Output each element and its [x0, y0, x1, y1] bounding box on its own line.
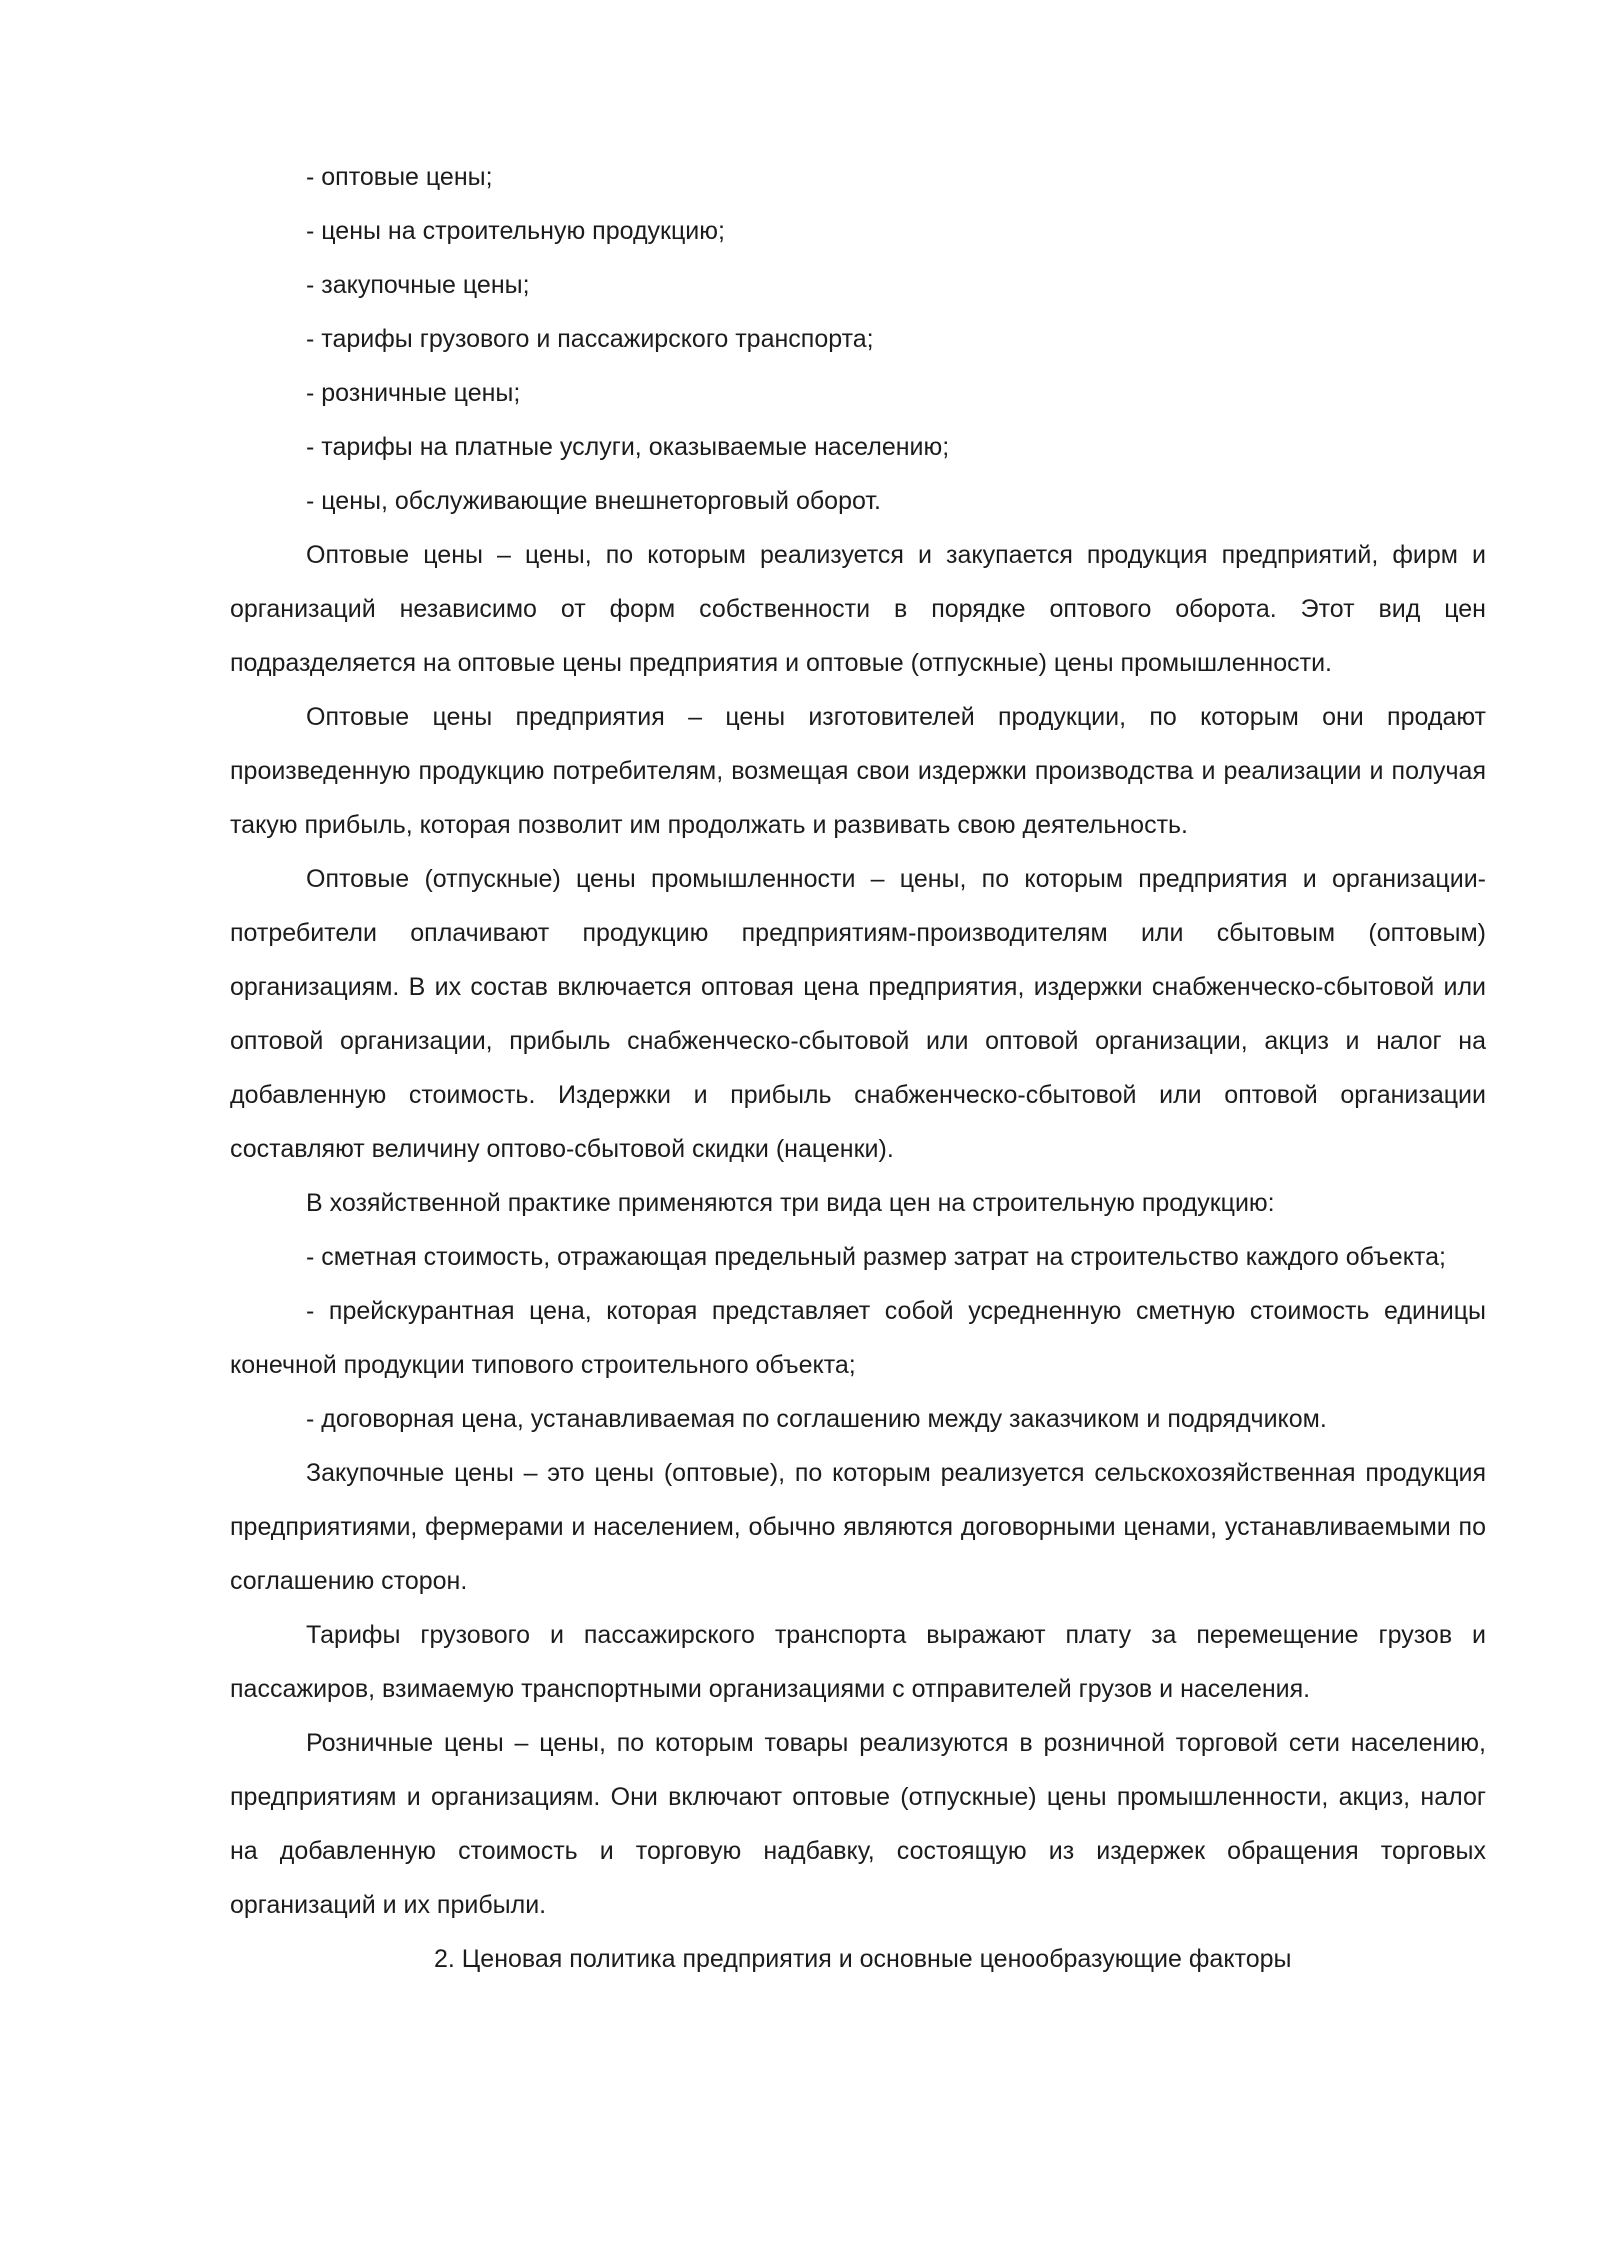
list-item: - тарифы грузового и пассажирского транспорта; — [306, 325, 874, 353]
paragraph-retail-prices: Розничные цены – цены, по которым товары реализуются в розничной торговой сети населению, предприятиям и организациям. Они включают оптовые (отпускные) цены промышленности, акциз, налог на добавленную стоимость и торговую надбавку, состоящую из издержек обращения торговых организаций и их прибыли. — [230, 1729, 1486, 1919]
paragraph-estimated-cost: - сметная стоимость, отражающая предельный размер затрат на строительство каждого объекта; — [306, 1243, 1446, 1271]
list-item: - цены, обслуживающие внешнеторговый оборот. — [306, 487, 881, 515]
paragraph-price-list-price: - прейскурантная цена, которая представляет собой усредненную сметную стоимость единицы конечной продукции типового строительного объекта; — [230, 1297, 1486, 1379]
paragraph-transport-tariffs: Тарифы грузового и пассажирского транспорта выражают плату за перемещение грузов и пассажиров, взимаемую транспортными организациями с отправителей грузов и населения. — [230, 1621, 1486, 1703]
paragraph-construction-intro: В хозяйственной практике применяются три вида цен на строительную продукцию: — [306, 1189, 1275, 1217]
list-item: - оптовые цены; — [306, 163, 493, 191]
paragraph-contract-price: - договорная цена, устанавливаемая по соглашению между заказчиком и подрядчиком. — [306, 1405, 1327, 1433]
list-item: - закупочные цены; — [306, 271, 530, 299]
list-item: - тарифы на платные услуги, оказываемые населению; — [306, 433, 950, 461]
document-page — [230, 150, 1486, 1986]
list-item: - розничные цены; — [306, 379, 521, 407]
paragraph-industry-wholesale-prices: Оптовые (отпускные) цены промышленности – цены, по которым предприятия и организации-потребители оплачивают продукцию предприятиям-производителям или сбытовым (оптовым) организациям. В их состав включается оптовая цена предприятия, издержки снабженческо-сбытовой или оптовой организации, прибыль снабженческо-сбытовой или оптовой организации, акциз и налог на добавленную стоимость. Издержки и прибыль снабженческо-сбытовой или оптовой организации составляют величину оптово-сбытовой скидки (наценки). — [230, 865, 1486, 1163]
section-heading: 2. Ценовая политика предприятия и основные ценообразующие факторы — [434, 1945, 1292, 1973]
paragraph-wholesale-prices: Оптовые цены – цены, по которым реализуется и закупается продукция предприятий, фирм и организаций независимо от форм собственности в порядке оптового оборота. Этот вид цен подразделяется на оптовые цены предприятия и оптовые (отпускные) цены промышленности. — [230, 541, 1486, 677]
list-item: - цены на строительную продукцию; — [306, 217, 725, 245]
paragraph-purchase-prices: Закупочные цены – это цены (оптовые), по которым реализуется сельскохозяйственная продукция предприятиями, фермерами и населением, обычно являются договорными ценами, устанавливаемыми по соглашению сторон. — [230, 1459, 1486, 1595]
paragraph-enterprise-wholesale-prices: Оптовые цены предприятия – цены изготовителей продукции, по которым они продают произведенную продукцию потребителям, возмещая свои издержки производства и реализации и получая такую прибыль, которая позволит им продолжать и развивать свою деятельность. — [230, 703, 1486, 839]
